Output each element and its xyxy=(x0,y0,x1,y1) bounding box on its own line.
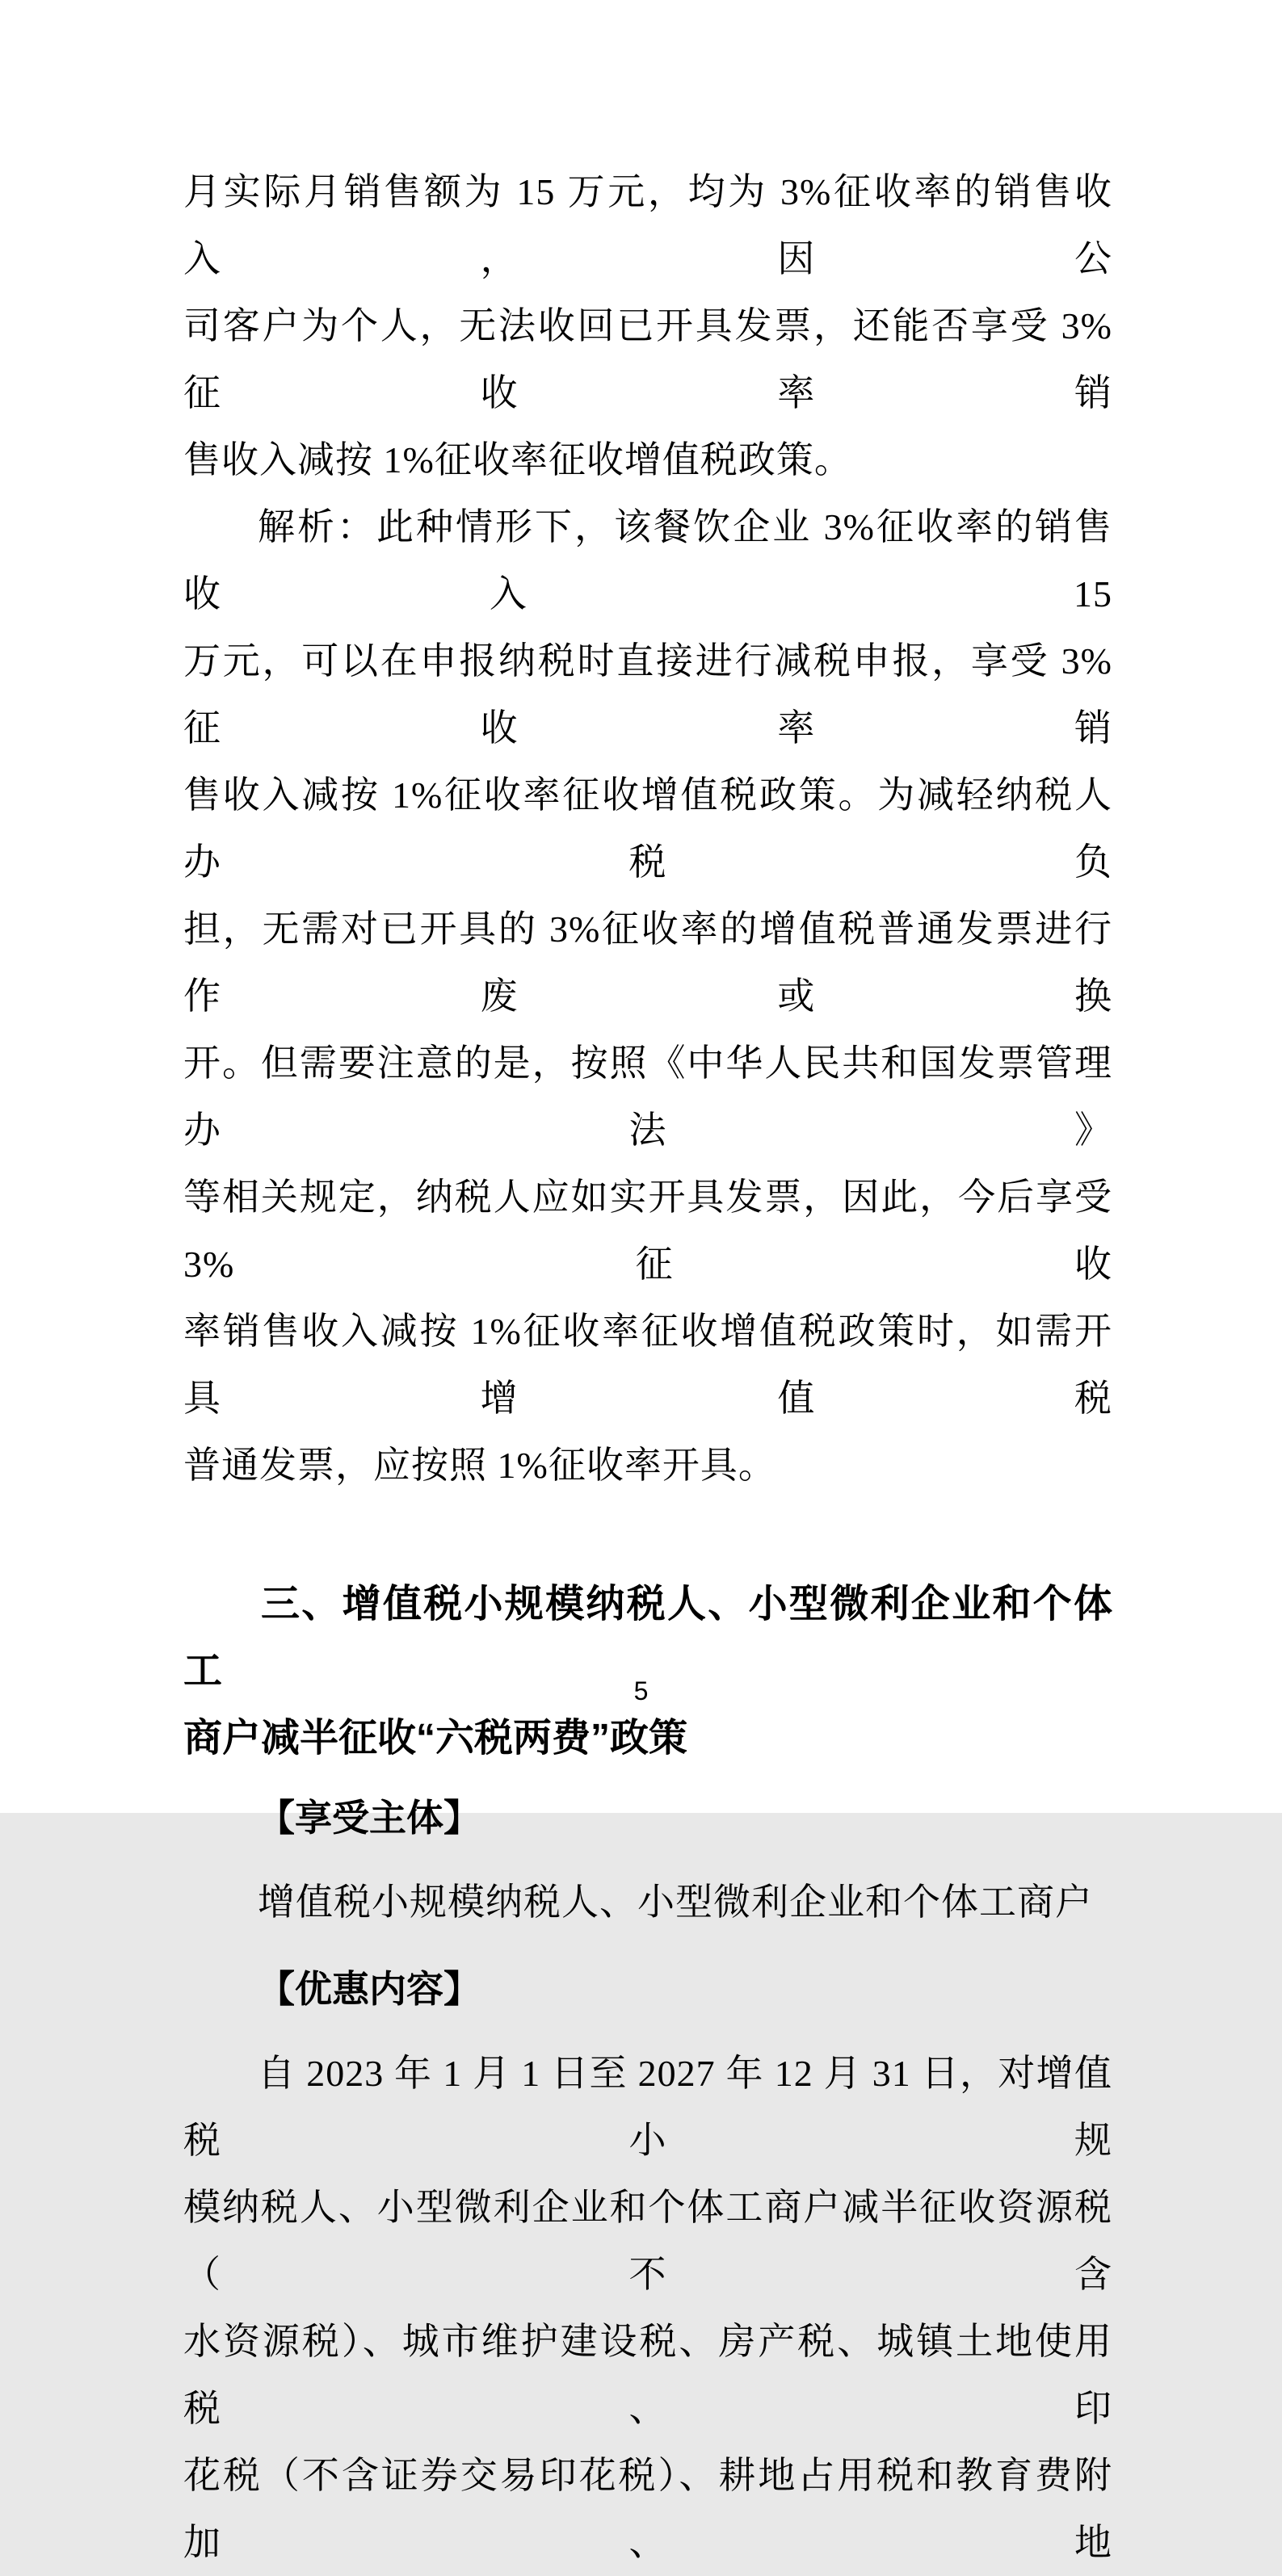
text-line: 司客户为个人，无法收回已开具发票，还能否享受 3%征收率销 xyxy=(183,305,1112,413)
text-line: 自 2023 年 1 月 1 日至 2027 年 12 月 31 日，对增值税小规 xyxy=(183,2053,1112,2161)
text-line: 花税（不含证券交易印花税）、耕地占用税和教育费附加、地 xyxy=(183,2455,1112,2563)
paragraph-continuation xyxy=(183,158,1112,493)
text-line: 解析：此种情形下，该餐饮企业 3%征收率的销售收入 15 xyxy=(183,506,1112,615)
text-line: 月实际月销售额为 15 万元，均为 3%征收率的销售收入，因公 xyxy=(183,171,1112,279)
text-line: 售收入减按 1%征收率征收增值税政策。 xyxy=(183,439,852,480)
text-line: 率销售收入减按 1%征收率征收增值税政策时，如需开具增值税 xyxy=(183,1311,1112,1419)
text-line: 等相关规定，纳税人应如实开具发票，因此，今后享受 3%征收 xyxy=(183,1177,1123,1285)
label-beneficiary xyxy=(183,1785,1112,1852)
label-text: 【优惠内容】 xyxy=(258,1968,481,2010)
page-number: 5 xyxy=(633,1676,649,1705)
text-line: 万元，可以在申报纳税时直接进行减税申报，享受 3%征收率销 xyxy=(183,640,1112,749)
heading-line: 商户减半征收“六税两费”政策 xyxy=(183,1717,688,1760)
label-text: 【享受主体】 xyxy=(258,1797,481,1839)
text-line: 开。但需要注意的是，按照《中华人民共和国发票管理办法》 xyxy=(183,1043,1112,1151)
text-line: 增值税小规模纳税人、小型微利企业和个体工商户 xyxy=(258,1882,1093,1923)
heading-line: 三、增值税小规模纳税人、小型微利企业和个体工 xyxy=(183,1583,1112,1693)
text-line: 担，无需对已开具的 3%征收率的增值税普通发票进行作废或换 xyxy=(183,908,1112,1017)
paragraph-policy xyxy=(183,2040,1112,2576)
page-content xyxy=(183,0,1123,2576)
beneficiary-text xyxy=(183,1869,1112,1936)
text-line: 售收入减按 1%征收率征收增值税政策。为减轻纳税人办税负 xyxy=(183,774,1112,883)
section-heading xyxy=(183,1571,1112,1772)
text-line: 模纳税人、小型微利企业和个体工商户减半征收资源税（不含 xyxy=(183,2187,1112,2295)
text-line: 普通发票，应按照 1%征收率开具。 xyxy=(183,1445,776,1486)
paragraph-analysis xyxy=(183,493,1123,1499)
label-preferential-content xyxy=(183,1956,1112,2023)
text-line: 水资源税）、城市维护建设税、房产税、城镇土地使用税、印 xyxy=(183,2321,1112,2429)
